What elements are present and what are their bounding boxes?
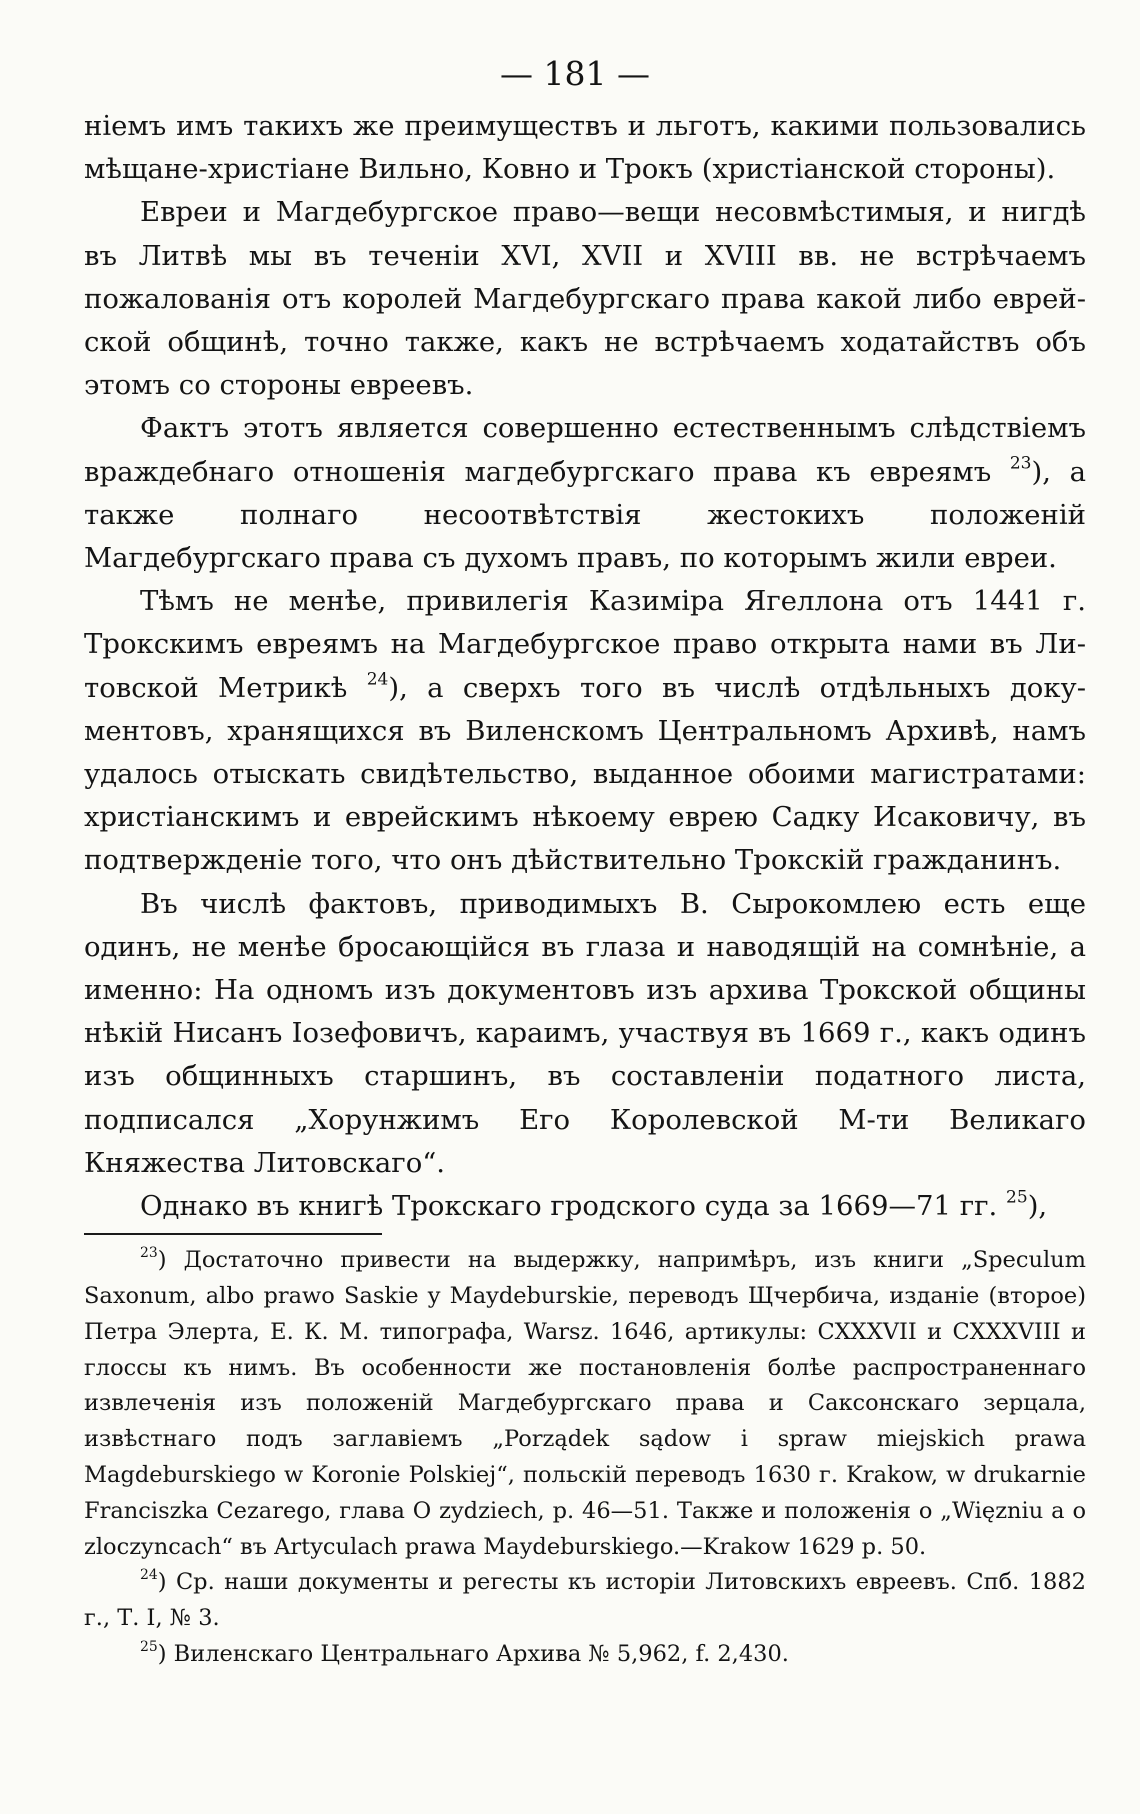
text-run: ) Достаточно привести на выдержку, напримѣръ, изъ книги „Speculum Saxonum, albo prawo Saskie y Maydeburskie, переводъ Щчербича, изданіе (второе) Петра Элерта, Е. К. М. типографа, Warsz. 1646, артикулы: CXXXVII и CXXXVIII и глоссы къ нимъ. Въ особенности же постановленія болѣе распространеннаго извлеченія изъ положеній Магдебургскаго права и Саксонскаго зерцала, извѣстнаго подъ заглавіемъ „Porządek sądow i spraw miejskich prawa Magdeburskiego w Koronie Polskiej“, польскій переводъ 1630 г. Krakow, w drukarnie Franciszka Cezarego, глава O zydziech, p. 46—51. Также и положенія о „Więzniu a o zloczyncach“ въ Artyculach prawa Maydeburskiego.—Krakow 1629 p. 50. <box>84 1247 1086 1560</box>
text-run: ) Виленскаго Центральнаго Архива № 5,962, f. 2,430. <box>157 1641 789 1668</box>
footnote <box>84 1565 1086 1637</box>
paragraph <box>84 191 1086 407</box>
text-run: Однако въ книгѣ Трокскаго гродского суда за 1669—71 гг. <box>140 1190 1007 1223</box>
footnote-marker: 23 <box>1009 453 1032 474</box>
text-run: Евреи и Магдебургское право—вещи несовмѣстимыя, и нигдѣ въ Литвѣ мы въ теченіи XVI, XVII и XVIII вв. не встрѣчаемъ пожалованія отъ королей Магдебургскаго права какой либо еврейской общинѣ, точно также, какъ не встрѣчаемъ ходатайствъ объ этомъ со стороны евреевъ. <box>84 196 1086 402</box>
footnotes <box>84 1243 1086 1673</box>
text-run: ), <box>1027 1190 1048 1223</box>
footnote-marker: 24 <box>140 1567 158 1584</box>
text-run: Въ числѣ фактовъ, приводимыхъ В. Сырокомлею есть еще одинъ, не менѣе бросающійся въ глаза и наводящій на сомнѣніе, а именно: На одномъ изъ документовъ изъ архива Трокской общины нѣкій Нисанъ Іозефовичъ, караимъ, участвуя въ 1669 г., какъ одинъ изъ общинныхъ старшинъ, въ составленіи податного листа, подписался „Хорунжимъ Его Королевской М-ти Великаго Княжества Литовскаго“. <box>84 887 1086 1179</box>
paragraph <box>84 580 1086 882</box>
text-run: Тѣмъ не менѣе, привилегія Казиміра Ягеллона отъ 1441 г. Трокскимъ евреямъ на Магдебургское право открыта нами въ Литовской Метрикѣ <box>84 585 1086 704</box>
paragraph <box>84 407 1086 580</box>
paragraph <box>84 1185 1086 1228</box>
paragraph <box>84 883 1086 1185</box>
footnote-separator <box>84 1233 382 1235</box>
text-run: ніемъ имъ такихъ же преимуществъ и льготъ, какими пользовались мѣщане-христіане Вильно, Ковно и Трокъ (христіанской стороны). <box>84 110 1086 186</box>
text-run: Фактъ этотъ является совершенно естественнымъ слѣдствіемъ враждебнаго отношенія магдебургскаго права къ евреямъ <box>84 412 1086 488</box>
footnote-marker: 25 <box>1006 1187 1028 1208</box>
footnote <box>84 1637 1086 1673</box>
paragraph <box>84 105 1086 191</box>
text-run: ), а сверхъ того въ числѣ отдѣльныхъ документовъ, хранящихся въ Виленскомъ Центральномъ Архивѣ, намъ удалось отыскать свидѣтельство, выданное обоими магистратами: христіанскимъ и еврейскимъ нѣкоему еврею Садку Исаковичу, въ подтвержденіе того, что онъ дѣйствительно Трокскій гражданинъ. <box>84 671 1087 877</box>
text-run: ), а также полнаго несоотвѣтствія жестокихъ положеній Магдебургскаго права съ духомъ правъ, по которымъ жили евреи. <box>84 455 1086 575</box>
footnote <box>84 1243 1086 1565</box>
footnote-marker: 23 <box>140 1245 158 1262</box>
text-run: ) Ср. наши документы и регесты къ исторіи Литовскихъ евреевъ. Спб. 1882 г., Т. I, № 3. <box>84 1569 1086 1632</box>
main-text <box>84 105 1086 1228</box>
page-number: — 181 — <box>500 54 650 93</box>
footnote-marker: 24 <box>366 669 389 690</box>
footnote-marker: 25 <box>140 1639 158 1656</box>
